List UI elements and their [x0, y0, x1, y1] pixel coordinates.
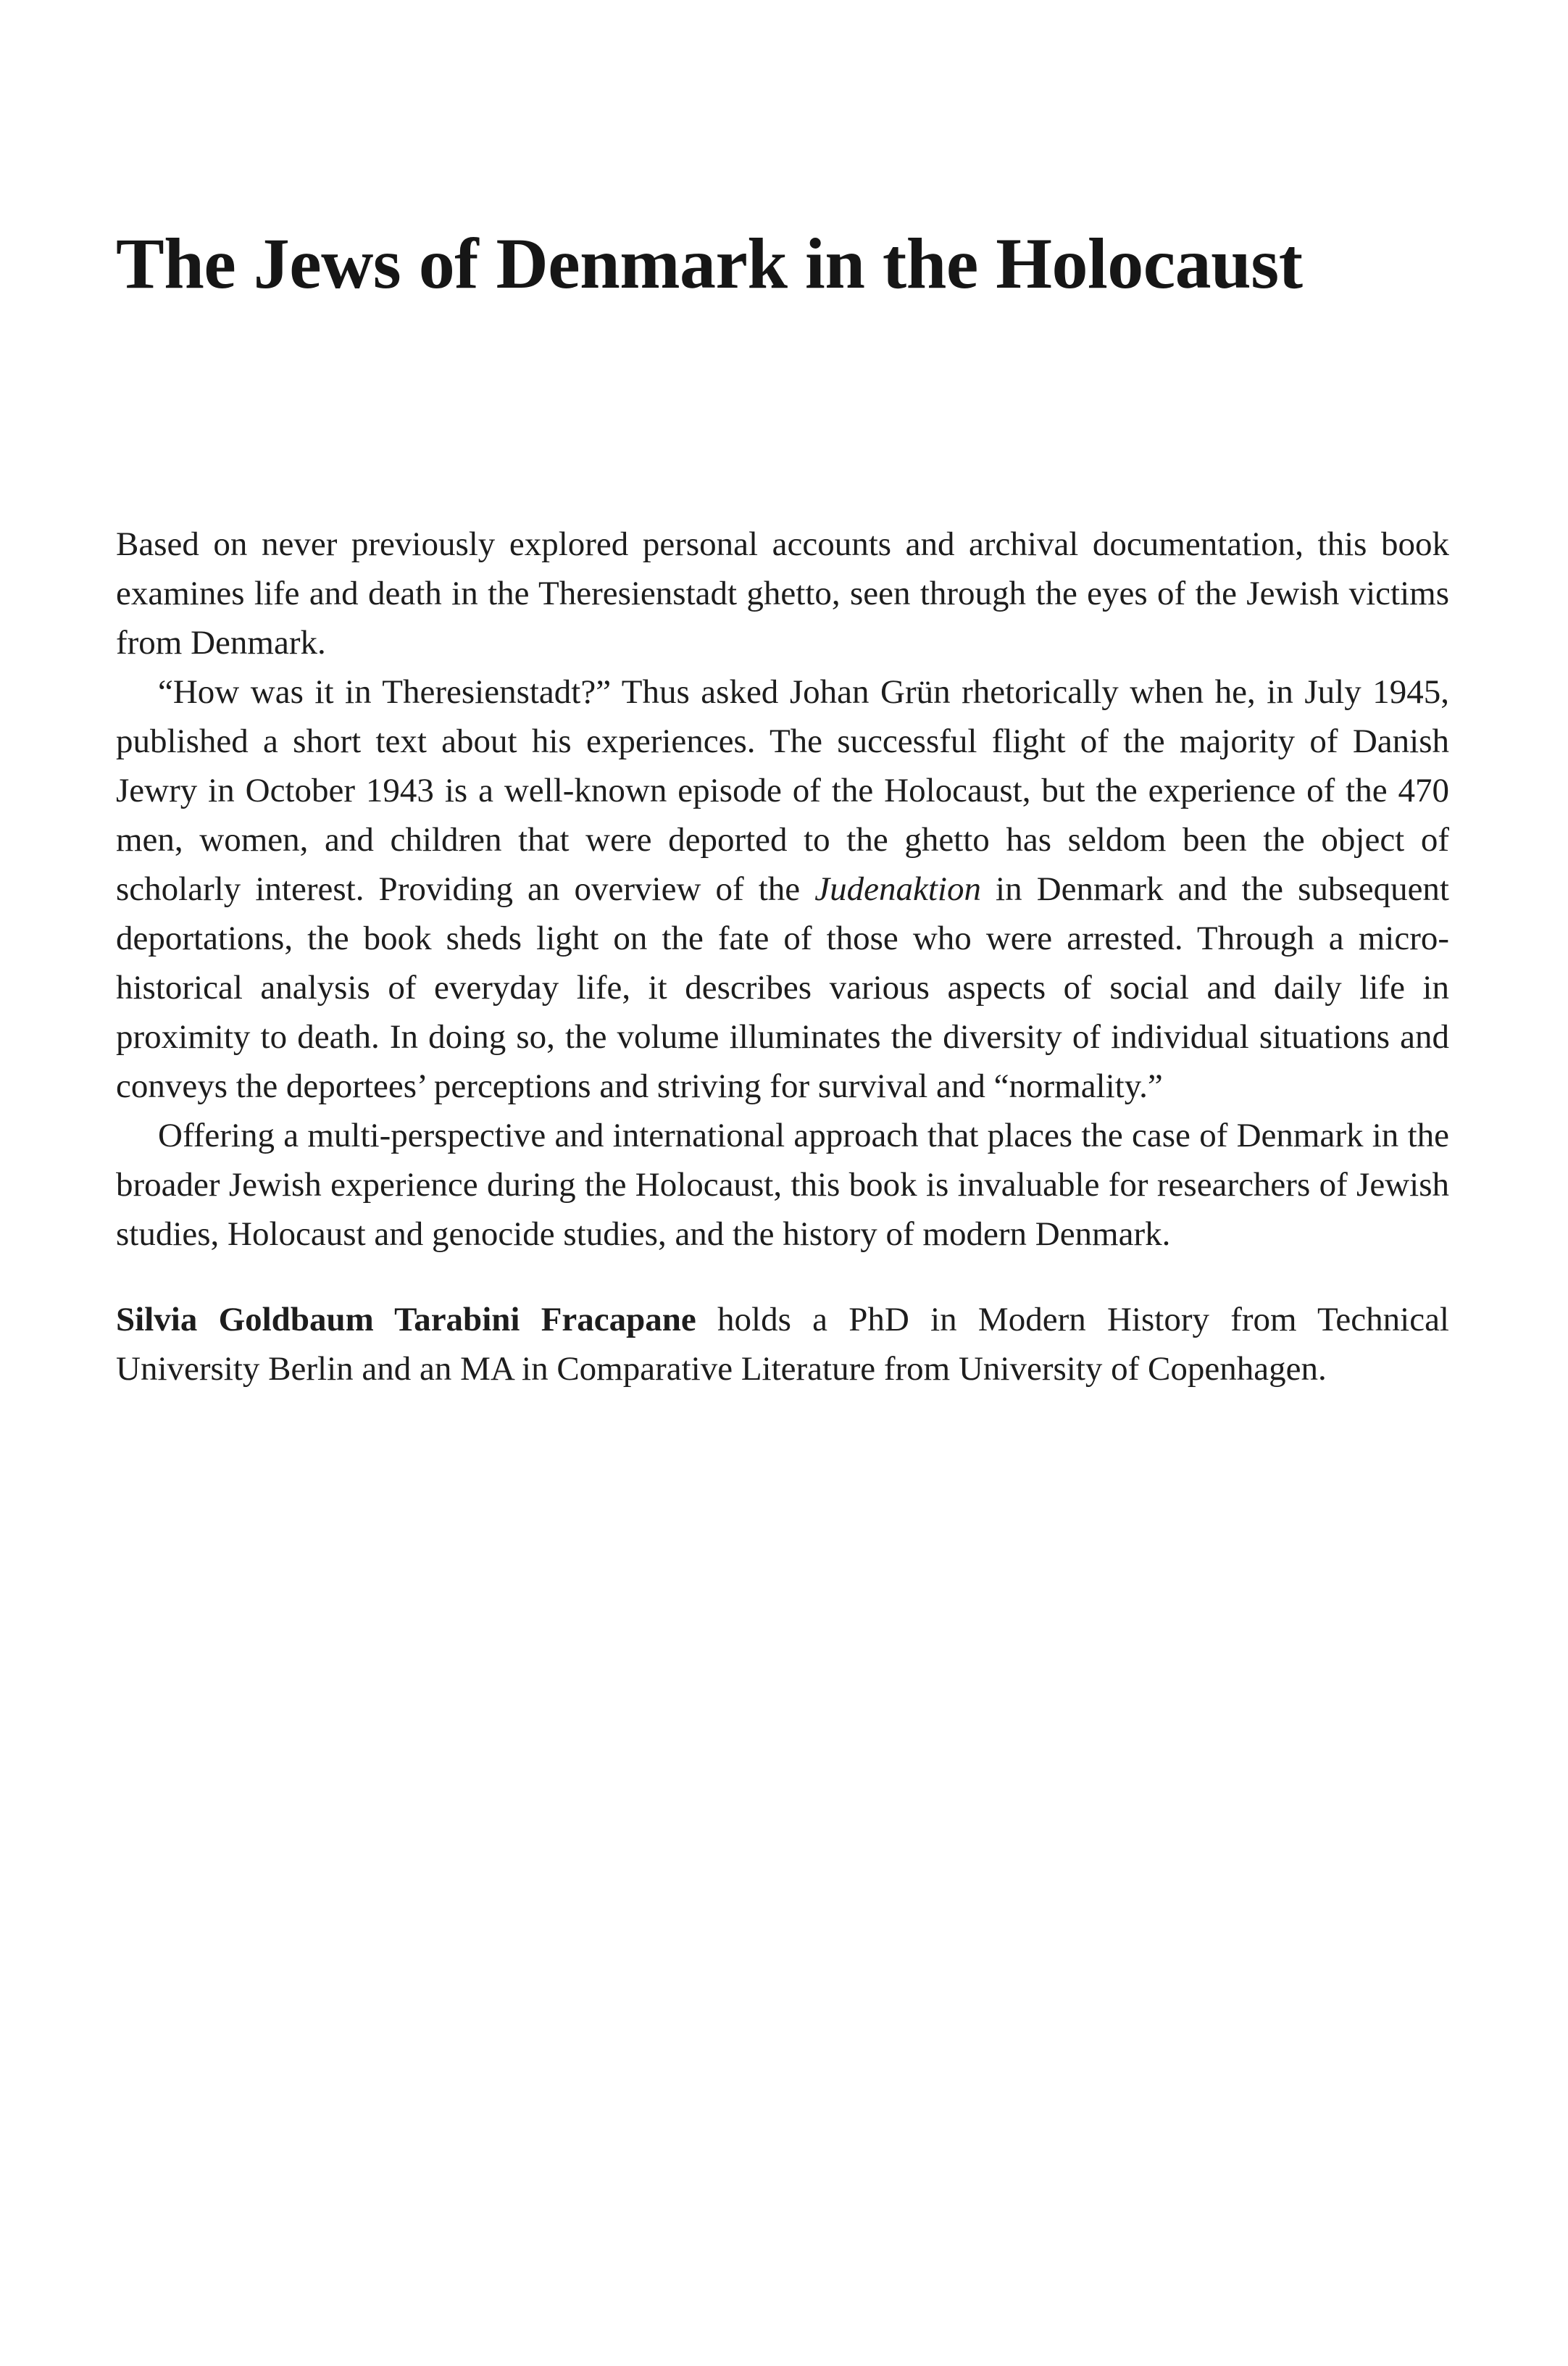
- author-name: Silvia Goldbaum Tarabini Fracapane: [116, 1301, 696, 1338]
- author-bio-text: holds a PhD in Modern History from Technical University Berlin and an MA in Comparative Literature from University of Copenhagen.: [116, 1301, 1449, 1388]
- synopsis-paragraph-3-text: Offering a multi-perspective and international approach that places the case of Denmark in the broader Jewish experience during the Holocaust, this book is invaluable for researchers of Jewish studies, Holocaust and genocide studies, and the history of modern Denmark.: [116, 1117, 1449, 1253]
- synopsis-paragraph-1-text: Based on never previously explored personal accounts and archival documentation, this book examines life and death in the Theresienstadt ghetto, seen through the eyes of the Jewish victims from Denmark.: [116, 525, 1449, 662]
- synopsis-paragraph-3: [116, 1111, 1449, 1259]
- author-bio: [116, 1295, 1449, 1394]
- synopsis: [116, 520, 1449, 1259]
- synopsis-paragraph-2: [116, 667, 1449, 1111]
- synopsis-paragraph-1: [116, 520, 1449, 667]
- judenaktion-italic-term: Judenaktion: [814, 870, 981, 908]
- synopsis-paragraph-2-before-italic: “How was it in Theresienstadt?” Thus asked Johan Grün rhetorically when he, in July 1945, published a short text about his experiences. The successful flight of the majority of Danish Jewry in October 1943 is a well-known episode of the Holocaust, but the experience of the 470 men, women, and children that were deported to the ghetto has seldom been the object of scholarly interest. Providing an overview of the: [116, 673, 1449, 908]
- synopsis-paragraph-2-after-italic: in Denmark and the subsequent deportations, the book sheds light on the fate of those who were arrested. Through a micro-historical analysis of everyday life, it describes various aspects of social and daily life in proximity to death. In doing so, the volume illuminates the diversity of individual situations and conveys the deportees’ perceptions and striving for survival and “normality.”: [116, 870, 1449, 1105]
- book-title: The Jews of Denmark in the Holocaust: [116, 223, 1303, 304]
